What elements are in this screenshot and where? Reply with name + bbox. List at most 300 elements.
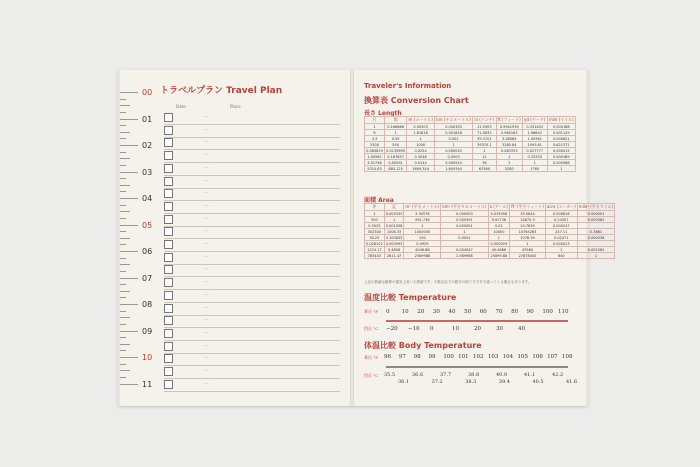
date-separator: — (204, 380, 209, 387)
table-header-cell: 反 (384, 204, 404, 211)
length-title: 長さ Length (364, 110, 402, 117)
table-cell: 0.000991 (441, 217, 488, 223)
scale-value: 107 (547, 354, 558, 360)
table-cell: 1 (365, 124, 385, 130)
table-cell: 0.083333 (496, 148, 522, 154)
scale-value: 104 (502, 354, 514, 360)
table-cell: 0.02471 (545, 235, 577, 241)
table-cell: 0.000015 (547, 148, 575, 154)
table-cell: 0.000093 (385, 241, 403, 246)
table-cell: 30.25 (365, 235, 385, 241)
table-cell: 5280 (496, 166, 522, 172)
table-header-cell: m (メートル) (408, 117, 433, 122)
date-separator: — (204, 317, 209, 324)
plan-checkbox[interactable] (164, 177, 173, 186)
table-cell: 1 (522, 160, 547, 166)
table-cell: 5310.83 (365, 166, 385, 172)
scale-value: 41.6 (566, 379, 578, 385)
table-cell: 0.30303 (407, 124, 435, 130)
table-cell: 1 (545, 247, 577, 253)
table-cell: 40.4686 (488, 247, 510, 253)
plan-checkbox[interactable] (164, 304, 173, 313)
table-cell: 35.5844 (510, 211, 546, 217)
minor-tick (120, 271, 126, 272)
table-cell: 2589988 (404, 253, 441, 259)
scale-value: 20 (474, 326, 481, 332)
fahrenheit-label: 華氏 °F (364, 309, 379, 314)
plan-checkbox[interactable] (164, 126, 173, 135)
minor-tick (120, 238, 130, 239)
plan-row[interactable] (164, 239, 340, 252)
minor-tick (120, 337, 126, 338)
hour-number: 08 (142, 300, 153, 309)
plan-row[interactable] (164, 290, 340, 303)
hour-number: 11 (142, 379, 153, 389)
table-cell: 43560 (510, 247, 546, 253)
plan-checkbox[interactable] (164, 240, 173, 249)
table-cell: 0.331403 (522, 124, 547, 130)
minor-tick (120, 165, 126, 166)
table-header-cell: acre (エーカー) (546, 204, 576, 209)
hour-number: 10 (142, 353, 153, 362)
table-cell: 11.9303 (473, 124, 496, 130)
table-cell: 0.001008 (385, 223, 403, 228)
plan-row[interactable] (164, 252, 340, 265)
minor-tick (120, 370, 130, 371)
scale-value: 97 (398, 354, 406, 360)
date-separator: — (204, 304, 209, 311)
table-cell: 0.027777 (522, 148, 547, 154)
table-header-cell: m² (平方メートル) (405, 204, 440, 209)
table-cell: 0.4806 (384, 247, 404, 253)
conversion-title: 換算表 Conversion Chart (364, 96, 469, 105)
plan-checkbox[interactable] (164, 278, 173, 287)
scale-value: 36.6 (412, 372, 424, 378)
minor-tick (120, 364, 126, 365)
table-cell: 1.00582 (365, 154, 385, 160)
minor-tick (120, 344, 130, 345)
minor-tick (120, 178, 126, 179)
table-cell: 36 (473, 160, 496, 166)
scale-value: 100 (443, 354, 454, 360)
table-cell: 12 (473, 154, 496, 160)
table-cell: 71.5832 (473, 130, 496, 136)
table-cell: 0.0929 (404, 241, 441, 247)
table-cell: 0.000929 (488, 241, 510, 247)
hour-tick (120, 92, 138, 93)
minor-tick (120, 152, 126, 153)
celsius-label: 摂氏 °C (364, 326, 379, 331)
plan-checkbox[interactable] (164, 316, 173, 325)
area-table (364, 203, 615, 259)
table-header-cell: a (アール) (489, 204, 509, 209)
table-cell: 0.000023 (545, 241, 577, 247)
table-cell: 1 (496, 154, 522, 160)
table-cell: 1 (384, 217, 404, 223)
table-cell: 300 (365, 217, 385, 223)
travel-plan-page (120, 70, 350, 406)
scale-value: 20 (417, 309, 425, 315)
hour-number: 04 (142, 194, 153, 203)
table-cell: 0.100833 (385, 235, 403, 240)
table-cell: 1224.17 (365, 247, 385, 253)
date-separator: — (204, 114, 209, 120)
table-cell: 0.028102 (366, 241, 383, 246)
table-cell: 0.24507 (545, 217, 577, 223)
scale-value: 80 (511, 309, 519, 315)
scale-value: 38.8 (468, 372, 480, 378)
table-cell: 0.083819 (366, 148, 383, 153)
table-cell: 1076.39 (510, 235, 546, 241)
plan-row[interactable] (164, 328, 340, 341)
scale-value: 10 (452, 326, 459, 332)
plan-checkbox[interactable] (164, 151, 173, 160)
scale-value: 90 (526, 309, 534, 315)
plan-checkbox[interactable] (164, 253, 173, 262)
plan-row[interactable] (164, 277, 340, 290)
table-cell: 0.000001 (441, 223, 488, 229)
table-cell: 1 (404, 223, 441, 229)
table-cell: 0.000382 (577, 217, 615, 223)
table-cell: 783443 (365, 253, 385, 259)
plan-row[interactable] (164, 226, 340, 239)
scale-value: 38.3 (465, 379, 477, 385)
scale-value: 30 (432, 309, 440, 315)
table-cell: 0.001818 (434, 130, 472, 136)
temperature-scale-bar (386, 320, 568, 322)
table-cell: 1 (385, 130, 407, 136)
scale-value: 108 (562, 354, 573, 360)
table-cell: 1.609344 (434, 166, 472, 172)
date-separator: — (204, 190, 209, 197)
body-temperature-title: 体温比較 Body Temperature (364, 341, 482, 350)
table-cell: 0.3048 (407, 154, 435, 160)
minor-tick (120, 191, 126, 192)
table-cell: 25899.88 (488, 253, 510, 259)
date-separator: — (204, 291, 209, 298)
scale-value: 40 (518, 326, 525, 332)
body-celsius-label: 摂氏 °C (364, 373, 379, 378)
date-separator: — (204, 355, 209, 362)
minor-tick (120, 99, 126, 100)
date-separator: — (204, 329, 209, 336)
plan-row[interactable] (164, 137, 340, 150)
plan-row[interactable] (164, 163, 340, 176)
length-table-wrap (364, 116, 576, 172)
area-table-wrap (364, 203, 614, 259)
minor-tick (120, 297, 126, 298)
table-row (365, 166, 576, 172)
date-separator: — (204, 177, 209, 184)
table-cell: 0.033058 (488, 211, 510, 217)
minor-tick (120, 132, 130, 133)
plan-checkbox[interactable] (164, 354, 173, 363)
table-cell: 0.01 (488, 223, 510, 229)
table-cell: 0.166666 (385, 124, 407, 130)
table-cell: 1 (547, 166, 575, 172)
hour-tick (120, 304, 138, 305)
table-cell: 1093.61 (522, 142, 547, 148)
date-separator: — (204, 215, 209, 222)
plan-row[interactable] (164, 150, 340, 163)
table-cell: 640 (545, 253, 577, 259)
table-cell: 1 (407, 136, 435, 142)
table-cell: 4046.86 (404, 247, 441, 253)
table-header-cell: 坪 (365, 204, 385, 211)
table-cell: 63360 (473, 166, 496, 172)
plan-checkbox[interactable] (164, 215, 173, 224)
scale-value: −20 (386, 326, 398, 332)
plan-row[interactable] (164, 303, 340, 316)
table-cell: 1609.344 (407, 166, 435, 172)
table-cell: 0.000247 (545, 223, 577, 229)
table-cell: 0.000621 (547, 136, 575, 142)
minor-tick (120, 211, 130, 212)
plan-checkbox[interactable] (164, 265, 173, 274)
scale-value: −10 (408, 326, 420, 332)
scale-value: 37.2 (431, 379, 443, 385)
hour-tick (120, 198, 138, 199)
scale-value: 40.5 (532, 379, 544, 385)
table-cell: 10675.3 (510, 217, 546, 223)
table-header-cell: ft² (平方フィート) (511, 204, 544, 209)
body-fahrenheit-label: 華氏 °F (364, 355, 379, 360)
table-cell: 10.7639 (510, 223, 546, 229)
hour-tick (120, 145, 138, 146)
scale-value: 41.1 (524, 372, 536, 378)
table-cell: 0.50291 (385, 160, 407, 166)
table-cell: 0.3025 (365, 223, 385, 229)
table-cell: 0.001129 (547, 130, 575, 136)
area-title: 面積 Area (364, 197, 394, 204)
table-cell: 1000 (407, 142, 435, 148)
hour-number: 03 (142, 167, 153, 177)
table-cell: 27878400 (510, 253, 546, 259)
minor-tick (120, 205, 126, 206)
scale-value: 106 (532, 354, 543, 360)
scale-value: 100 (542, 309, 553, 315)
table-cell: 3 (496, 160, 522, 166)
scale-value: 70 (495, 309, 503, 315)
scale-value: 99 (428, 354, 436, 360)
plan-checkbox[interactable] (164, 367, 173, 376)
page-header: Traveler's Information (364, 82, 452, 90)
minor-tick (120, 311, 126, 312)
scale-value: 98 (413, 354, 421, 360)
table-cell: 0.001 (434, 136, 472, 142)
table-cell: 550 (385, 142, 407, 148)
table-cell: 1000000 (404, 229, 441, 235)
table-row (365, 253, 615, 259)
scale-value: 39.4 (498, 379, 510, 385)
table-cell: 0.000816 (545, 211, 577, 217)
table-header-cell: km (キロメートル) (436, 117, 471, 122)
table-cell: 0.000025 (434, 148, 472, 154)
scale-value: 105 (517, 354, 528, 360)
scale-value: 50 (464, 309, 472, 315)
plan-row[interactable] (164, 341, 340, 354)
travelers-information-page (354, 70, 614, 406)
table-cell: 991.736 (404, 217, 441, 223)
conversion-note: 上記の数値は換算の便宜上用いた数値です。小数点以下の数字の取り方で多少違ってくる場合もあります。 (364, 280, 532, 284)
minor-tick (120, 317, 130, 318)
minor-tick (120, 377, 126, 378)
table-cell: 0.000189 (547, 154, 575, 160)
table-cell: 1 (441, 229, 488, 235)
table-cell: 1 (510, 241, 546, 247)
scale-value: 35.5 (384, 372, 396, 378)
scale-value: 110 (558, 309, 569, 315)
minor-tick (120, 125, 126, 126)
body-temperature-scale-bar (386, 366, 568, 368)
table-cell: 10000 (488, 229, 510, 235)
plan-row[interactable] (164, 112, 340, 125)
plan-row[interactable] (164, 353, 340, 366)
minor-tick (120, 244, 126, 245)
table-cell: 0.000188 (547, 124, 575, 130)
table-cell: 2611.47 (384, 253, 404, 259)
scale-value: 102 (473, 354, 484, 360)
scale-value: 40 (448, 309, 456, 315)
hour-tick (120, 251, 138, 252)
plan-row[interactable] (164, 176, 340, 189)
table-header-cell: mile (マイル) (548, 117, 574, 122)
minor-tick (120, 231, 126, 232)
date-separator: — (204, 241, 209, 247)
table-cell: 5.965163 (496, 130, 522, 136)
table-cell: 1.98842 (522, 130, 547, 136)
minor-tick (120, 258, 126, 259)
table-cell: 3.28084 (496, 136, 522, 142)
table-cell: 1 (488, 235, 510, 241)
scale-value: 30 (496, 326, 503, 332)
hour-ruler (120, 80, 154, 396)
plan-row[interactable] (164, 188, 340, 201)
plan-checkbox[interactable] (164, 164, 173, 173)
table-header-cell: yd (ヤード) (524, 117, 546, 122)
table-cell: 0.000038 (577, 235, 615, 241)
plan-row[interactable] (164, 125, 340, 138)
table-cell: 0.9144 (407, 160, 435, 166)
plan-checkbox[interactable] (164, 138, 173, 147)
table-cell: 0.0254 (407, 148, 435, 154)
plan-checkbox[interactable] (164, 227, 173, 236)
minor-tick (120, 138, 126, 139)
plan-checkbox[interactable] (164, 342, 173, 351)
plan-checkbox[interactable] (164, 380, 173, 389)
scale-value: 0 (386, 309, 390, 315)
scale-value: 96 (384, 354, 391, 360)
plan-checkbox[interactable] (164, 113, 173, 122)
scale-value: 37.7 (440, 372, 452, 378)
hour-number: 09 (142, 326, 153, 336)
place-column-label: Place (230, 104, 241, 109)
table-header-cell: 尺 (365, 117, 385, 124)
table-cell: 0.33333 (522, 154, 547, 160)
date-separator: — (204, 202, 209, 209)
date-separator: — (204, 126, 209, 133)
table-cell: 0.9941939 (496, 124, 522, 130)
table-cell: 3.30578 (404, 211, 441, 217)
plan-row[interactable] (164, 201, 340, 214)
minor-tick (120, 284, 126, 285)
date-separator: — (204, 253, 209, 260)
table-cell: 3.3 (365, 136, 385, 142)
hour-tick (120, 278, 138, 279)
plan-row[interactable] (164, 214, 340, 227)
table-cell: 0.000914 (434, 160, 472, 166)
table-cell: 0.0139695 (386, 148, 406, 153)
table-cell: 0.001562 (577, 247, 615, 253)
date-separator: — (204, 266, 209, 273)
date-separator: — (204, 368, 209, 374)
hour-tick (120, 172, 138, 173)
table-cell: 1 (473, 148, 496, 154)
hour-number: 05 (142, 220, 153, 230)
hour-tick (120, 119, 138, 120)
minor-tick (120, 350, 126, 351)
scale-value: 10 (401, 309, 409, 315)
plan-row[interactable] (164, 366, 340, 379)
table-cell: 1 (577, 253, 615, 259)
table-cell: 1.81818 (407, 130, 435, 136)
table-cell: 0.0003 (434, 154, 472, 160)
minor-tick (120, 324, 126, 325)
plan-row[interactable] (164, 264, 340, 277)
table-cell: 3300 (365, 142, 385, 148)
table-cell: 1 (434, 142, 472, 148)
hour-number: 01 (142, 114, 153, 124)
hour-number: 07 (142, 273, 153, 283)
table-cell: 0.0001 (441, 235, 488, 241)
plan-row[interactable] (164, 379, 340, 392)
scale-value: 60 (479, 309, 487, 315)
date-column-label: Date (176, 104, 186, 109)
table-cell: 3.01746 (365, 160, 385, 166)
scale-value: 42.2 (552, 372, 564, 378)
minor-tick (120, 264, 130, 265)
table-cell: 1760 (522, 166, 547, 172)
page-title: トラベルプラン Travel Plan (160, 86, 283, 96)
plan-checkbox[interactable] (164, 291, 173, 300)
date-separator: — (204, 228, 209, 235)
plan-checkbox[interactable] (164, 202, 173, 211)
table-cell: 0.000568 (547, 160, 575, 166)
minor-tick (120, 185, 130, 186)
table-cell: 0.621371 (547, 142, 575, 148)
table-cell: 9.91736 (488, 217, 510, 223)
table-header-cell: mile² (平方マイル) (578, 204, 614, 209)
table-cell: 39.3701 (473, 136, 496, 142)
hour-tick (120, 384, 138, 385)
table-cell: 0.55 (385, 136, 407, 142)
date-separator: — (204, 139, 209, 146)
temperature-title: 温度比較 Temperature (364, 293, 457, 302)
plan-row[interactable] (164, 315, 340, 328)
minor-tick (120, 158, 130, 159)
table-cell: 0.003333 (385, 211, 403, 216)
plan-checkbox[interactable] (164, 189, 173, 198)
hour-tick (120, 331, 138, 332)
table-cell: 1008.33 (384, 229, 404, 235)
minor-tick (120, 218, 126, 219)
table-cell: 3280.84 (496, 142, 522, 148)
table-cell: 2.589988 (441, 253, 488, 259)
table-cell: 0.000001 (577, 211, 615, 217)
plan-checkbox[interactable] (164, 329, 173, 338)
table-cell: 39370.1 (473, 142, 496, 148)
table-header-cell: km² (平方キロメートル) (442, 204, 487, 209)
